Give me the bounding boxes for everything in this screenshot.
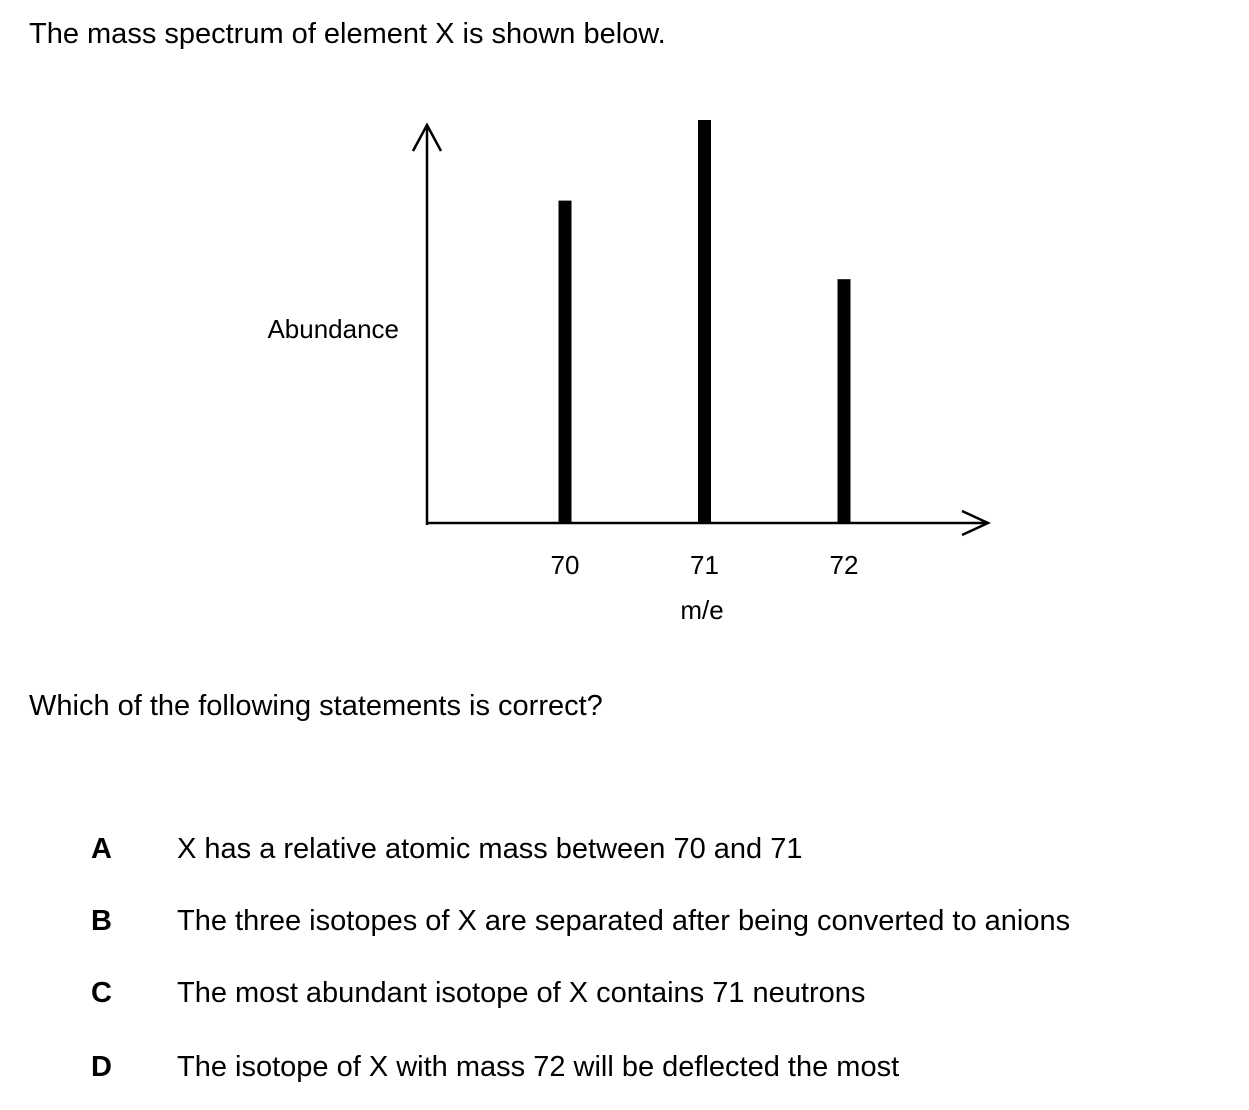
question-text: Which of the following statements is correct? (29, 690, 603, 722)
option-c-text: The most abundant isotope of X contains 71 neutrons (177, 977, 866, 1009)
bar-70 (559, 201, 572, 523)
option-a-text: X has a relative atomic mass between 70 and 71 (177, 833, 803, 865)
bars-group (559, 120, 851, 523)
option-d-text: The isotope of X with mass 72 will be deflected the most (177, 1051, 900, 1083)
y-axis-label: Abundance (267, 314, 399, 344)
y-axis (413, 125, 441, 525)
option-d-letter: D (91, 1051, 112, 1083)
x-axis-label: m/e (680, 595, 724, 625)
bar-71 (698, 120, 711, 523)
tick-labels-group (551, 550, 859, 580)
tick-label-71: 71 (690, 550, 719, 580)
option-c-letter: C (91, 977, 112, 1009)
option-b-letter: B (91, 905, 112, 937)
option-b-text: The three isotopes of X are separated after being converted to anions (177, 905, 1071, 937)
bar-72 (838, 279, 851, 523)
tick-label-72: 72 (829, 550, 859, 580)
question-intro: The mass spectrum of element X is shown below. (29, 18, 666, 50)
tick-label-70: 70 (550, 550, 580, 580)
option-a-letter: A (91, 833, 112, 865)
